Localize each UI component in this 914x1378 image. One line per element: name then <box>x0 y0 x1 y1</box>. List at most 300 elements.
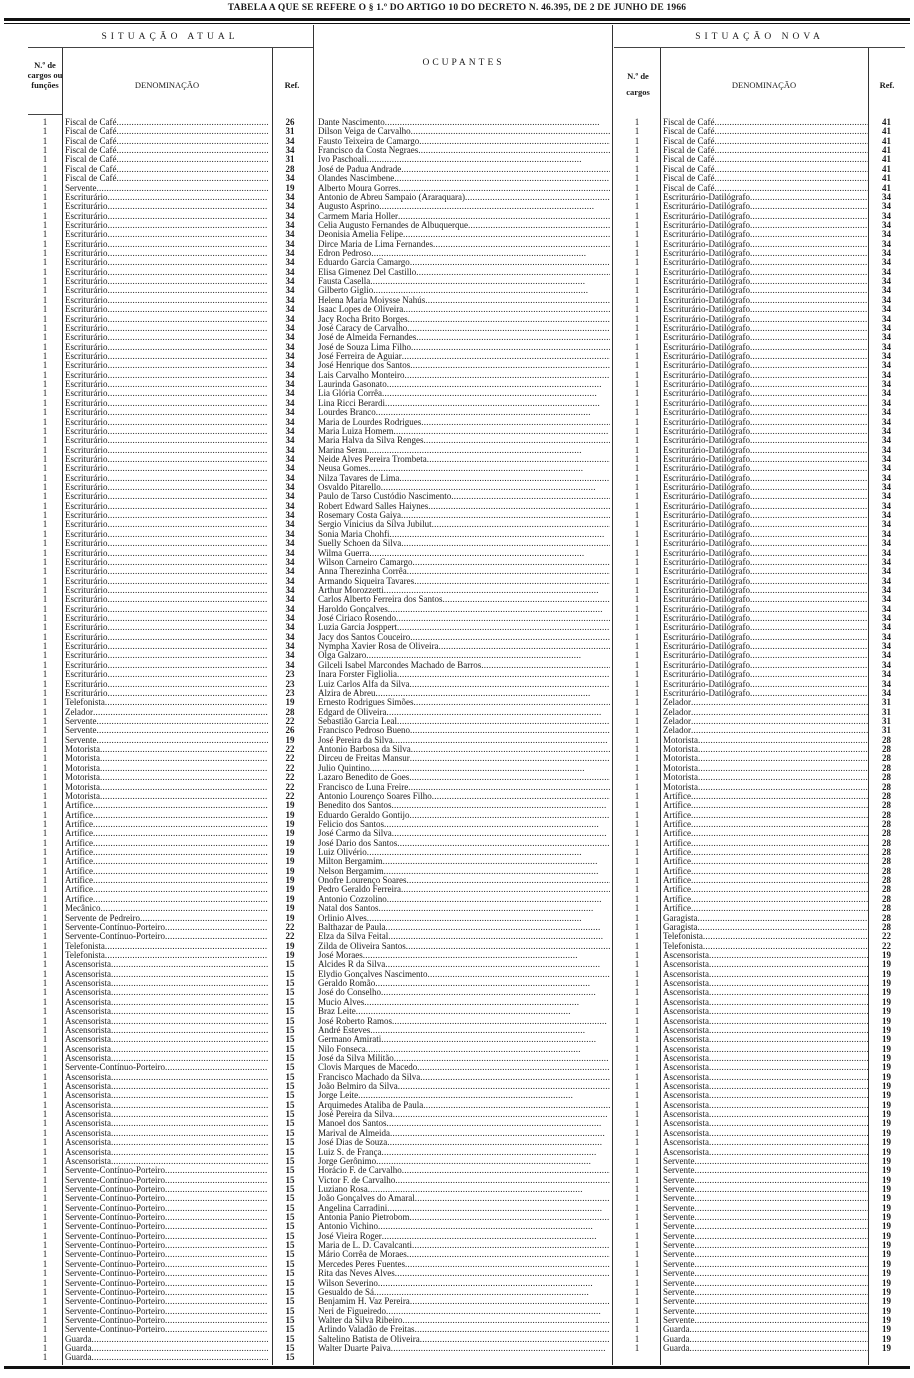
ref-value: 34 <box>882 229 891 240</box>
dot-leader <box>709 960 868 969</box>
denominacao-cell <box>660 754 868 763</box>
denominacao-cell <box>660 127 868 136</box>
table-row <box>614 651 905 660</box>
occupant-name: Marival de Almeida <box>318 1128 390 1138</box>
dot-leader <box>165 1307 268 1316</box>
cargo-count: 1 <box>634 566 640 577</box>
dot-leader <box>367 848 610 857</box>
occupant-row <box>318 408 610 417</box>
cargo-count: 1 <box>634 987 640 998</box>
cargo-count: 1 <box>634 575 640 586</box>
cargo-count: 1 <box>42 1296 48 1307</box>
dot-leader <box>107 661 268 670</box>
ref-value: 15 <box>285 1249 295 1260</box>
ref-value: 19 <box>882 1343 891 1354</box>
dot-leader <box>111 1110 268 1119</box>
table-row <box>28 1316 312 1325</box>
ref-value: 34 <box>285 238 295 249</box>
dot-leader <box>691 698 868 707</box>
denominacao-cell <box>660 614 868 623</box>
cargo-count: 1 <box>634 584 640 595</box>
ref-value: 34 <box>882 500 891 511</box>
dot-leader <box>388 932 610 941</box>
ref-value: 34 <box>882 510 891 521</box>
table-row <box>614 801 905 810</box>
cargo-count: 1 <box>42 425 48 436</box>
cargo-count: 1 <box>42 1286 48 1297</box>
table-row <box>614 1316 905 1325</box>
ref-value: 34 <box>285 285 295 296</box>
dot-leader <box>366 651 610 660</box>
ref-value: 15 <box>285 1043 295 1054</box>
cargo-count: 1 <box>42 828 48 839</box>
dot-leader <box>371 249 610 258</box>
cargo-count: 1 <box>42 1240 48 1251</box>
denominacao: Escriturário <box>65 614 108 624</box>
dot-leader <box>165 1232 268 1241</box>
table-row <box>28 670 312 679</box>
dot-leader <box>165 1260 268 1269</box>
cargo-count: 1 <box>634 1024 640 1035</box>
ref-value: 15 <box>285 1174 295 1185</box>
ref-value: 34 <box>882 622 891 633</box>
dot-leader <box>416 268 610 277</box>
occupant-name: Ernesto Rodrigues Simões <box>318 698 414 708</box>
denominacao-cell <box>62 1129 268 1138</box>
cargo-count: 1 <box>42 388 48 399</box>
table-row <box>614 464 905 473</box>
dot-leader <box>427 455 610 464</box>
cargo-count: 1 <box>634 996 640 1007</box>
table-row <box>28 184 312 193</box>
denominacao-cell <box>660 867 868 876</box>
dot-leader <box>709 1082 868 1091</box>
cargo-count: 1 <box>634 762 640 773</box>
occupant-name: Maria de Lourdes Rodrigues <box>318 417 422 427</box>
occupant-name: Francisco Machado da Silva <box>318 1072 421 1082</box>
table-row <box>28 286 312 295</box>
occupant-row <box>318 502 610 511</box>
dot-leader <box>107 502 268 511</box>
occupant-name: Saltelino Batista de Oliveira <box>318 1334 420 1344</box>
denominacao: Fiscal de Café <box>65 174 117 184</box>
denominacao: Artífice <box>663 876 691 886</box>
cargo-count: 1 <box>634 416 640 427</box>
denominacao-cell <box>660 951 868 960</box>
occupant-name: Geraldo Romão <box>318 979 376 989</box>
document-title: TABELA A QUE SE REFERE O § 1.º DO ARTIGO 10 DO DECRETO N. 46.395, DE 2 DE JUNHO DE 1966 <box>227 3 687 13</box>
ref-value: 28 <box>882 800 891 811</box>
dot-leader <box>107 202 268 211</box>
denominacao-cell <box>660 1054 868 1063</box>
denominacao-cell <box>62 1026 268 1035</box>
dot-leader <box>691 820 868 829</box>
occupant-row <box>318 184 610 193</box>
dot-leader <box>381 1035 610 1044</box>
occupant-name: Alberto Moura Gorres <box>318 183 399 193</box>
denominacao: Artífice <box>65 885 93 895</box>
denominacao-cell <box>62 1353 268 1362</box>
denominacao: Fiscal de Café <box>65 155 117 165</box>
cargo-count: 1 <box>634 350 640 361</box>
dot-leader <box>750 230 868 239</box>
ref-value: 15 <box>285 1034 295 1045</box>
dot-leader <box>750 305 868 314</box>
denominacao: Escriturário-Datilógrafo <box>663 576 750 586</box>
denominacao-cell <box>62 1148 268 1157</box>
table-row <box>614 296 905 305</box>
ref-value: 41 <box>882 163 891 174</box>
denominacao: Motorista <box>663 745 698 755</box>
occupant-row <box>318 165 610 174</box>
ref-value: 34 <box>285 313 295 324</box>
occupant-name: Elza da Silva Feital <box>318 932 389 942</box>
ref-value: 19 <box>285 893 295 904</box>
denominacao: Escriturário-Datilógrafo <box>663 361 750 371</box>
cargo-count: 1 <box>634 1034 640 1045</box>
dot-leader <box>432 520 610 529</box>
ref-value: 19 <box>882 1296 891 1307</box>
denominacao: Servente-Contínuo-Porteiro <box>65 1297 165 1307</box>
ref-value: 19 <box>882 1305 891 1316</box>
ref-value: 15 <box>285 1071 295 1082</box>
occupant-name: Jorge Gerônimo <box>318 1156 377 1166</box>
cargo-count: 1 <box>634 1230 640 1241</box>
ref-value: 19 <box>882 1324 891 1335</box>
denominacao-cell <box>660 792 868 801</box>
dot-leader <box>111 1073 268 1082</box>
denominacao: Ascensorista <box>663 1119 709 1129</box>
denominacao: Escriturário-Datilógrafo <box>663 417 750 427</box>
dot-leader <box>107 352 268 361</box>
denominacao: Ascensorista <box>65 960 111 970</box>
ref-value: 28 <box>882 884 891 895</box>
table-row <box>28 427 312 436</box>
occupant-row <box>318 885 610 894</box>
ref-value: 34 <box>882 341 891 352</box>
dot-leader <box>750 193 868 202</box>
dot-leader <box>750 642 868 651</box>
occupant-row <box>318 829 610 838</box>
denominacao-cell <box>62 1260 268 1269</box>
denominacao-cell <box>62 258 268 267</box>
cargo-count: 1 <box>634 912 640 923</box>
ref-value: 34 <box>285 556 295 567</box>
ref-value: 19 <box>285 856 295 867</box>
table-row <box>28 1138 312 1147</box>
dot-leader <box>111 1101 268 1110</box>
cargo-count: 1 <box>42 276 48 287</box>
denominacao: Zelador <box>663 717 691 726</box>
denominacao: Ascensorista <box>663 1082 709 1092</box>
cargo-count: 1 <box>42 1230 48 1241</box>
denominacao-cell <box>660 839 868 848</box>
denominacao: Escriturário <box>65 604 108 614</box>
table-row <box>28 820 312 829</box>
table-row <box>614 184 905 193</box>
denominacao-cell <box>62 286 268 295</box>
table-row <box>28 155 312 164</box>
dot-leader <box>370 277 610 286</box>
denominacao: Escriturário-Datilógrafo <box>663 623 750 633</box>
ref-value: 34 <box>882 201 891 212</box>
cargo-count: 1 <box>634 1062 640 1073</box>
ref-value: 15 <box>285 1240 295 1251</box>
cargo-count: 1 <box>42 1165 48 1176</box>
denominacao: Escriturário-Datilógrafo <box>663 436 750 446</box>
dot-leader <box>107 315 268 324</box>
table-row <box>614 315 905 324</box>
ref-value: 19 <box>285 697 295 708</box>
ref-value: 15 <box>285 1268 295 1279</box>
occupant-row <box>318 595 610 604</box>
dot-leader <box>709 1035 868 1044</box>
occupant-name: Eduardo Geraldo Gontijo <box>318 810 410 820</box>
dot-leader <box>107 408 268 417</box>
cargo-count: 1 <box>42 631 48 642</box>
dot-leader <box>709 1045 868 1054</box>
denominacao: Motorista <box>65 754 100 764</box>
table-row <box>614 1222 905 1231</box>
cargo-count: 1 <box>42 659 48 670</box>
dot-leader <box>140 914 268 923</box>
dot-leader <box>111 988 268 997</box>
denominacao: Fiscal de Café <box>663 164 715 174</box>
ref-value: 19 <box>882 1230 891 1241</box>
table-row <box>28 212 312 221</box>
cargo-count: 1 <box>42 968 48 979</box>
denominacao-cell <box>62 511 268 520</box>
dot-leader <box>107 492 268 501</box>
occupant-row <box>318 249 610 258</box>
table-row <box>614 914 905 923</box>
ref-value: 34 <box>285 379 295 390</box>
table-row <box>28 801 312 810</box>
ref-value: 22 <box>285 921 295 932</box>
denominacao: Escriturário <box>65 333 108 343</box>
denominacao-cell <box>660 418 868 427</box>
cargo-count: 1 <box>42 800 48 811</box>
occupant-name: Dirceu de Freitas Mansur <box>318 754 410 764</box>
occupant-row <box>318 960 610 969</box>
denominacao-cell <box>62 764 268 773</box>
table-row <box>614 277 905 286</box>
ref-value: 34 <box>285 584 295 595</box>
denominacao: Servente-Contínuo-Porteiro <box>65 1063 165 1073</box>
dot-leader <box>387 1204 610 1213</box>
cargo-count: 1 <box>42 304 48 315</box>
ref-value: 34 <box>882 547 891 558</box>
cargo-count: 1 <box>42 294 48 305</box>
dot-leader <box>107 258 268 267</box>
ref-value: 19 <box>882 959 891 970</box>
table-row <box>28 315 312 324</box>
ref-value: 34 <box>882 650 891 661</box>
cargo-count: 1 <box>634 1052 640 1063</box>
denominacao-cell <box>660 530 868 539</box>
ref-value: 34 <box>285 425 295 436</box>
denominacao-cell <box>660 371 868 380</box>
cargo-count: 1 <box>42 360 48 371</box>
ref-value: 34 <box>882 659 891 670</box>
denominacao: Ascensorista <box>65 1110 111 1120</box>
denominacao: Servente-Contínuo-Porteiro <box>65 1194 165 1204</box>
table-row <box>28 474 312 483</box>
ref-value: 15 <box>285 959 295 970</box>
cargo-count: 1 <box>634 407 640 418</box>
occupant-row <box>318 1129 610 1138</box>
dot-leader <box>750 661 868 670</box>
dot-leader <box>695 1176 869 1185</box>
denominacao: Telefonista <box>65 941 105 951</box>
denominacao-cell <box>660 998 868 1007</box>
ref-value: 19 <box>882 1137 891 1148</box>
occupant-name: Orlinio Alves <box>318 913 367 923</box>
cargo-count: 1 <box>634 1202 640 1213</box>
denominacao: Servente-Contínuo-Porteiro <box>65 1306 165 1316</box>
table-row <box>28 165 312 174</box>
ref-value: 19 <box>285 818 295 829</box>
denominacao: Escriturário-Datilógrafo <box>663 305 750 315</box>
table-row <box>28 1054 312 1063</box>
occupant-row <box>318 1185 610 1194</box>
occupant-row <box>318 848 610 857</box>
occupant-name: Julio Quintino <box>318 763 370 773</box>
table-row <box>28 1222 312 1231</box>
denominacao: Ascensorista <box>663 1128 709 1138</box>
dot-leader <box>750 483 868 492</box>
table-row <box>28 633 312 642</box>
dot-leader <box>111 1054 268 1063</box>
denominacao-cell <box>660 1176 868 1185</box>
denominacao: Servente-Contínuo-Porteiro <box>65 1259 165 1269</box>
dot-leader <box>392 801 611 810</box>
denominacao-cell <box>62 754 268 763</box>
cargo-count: 1 <box>634 444 640 455</box>
cargo-count: 1 <box>42 875 48 886</box>
table-row <box>614 1213 905 1222</box>
ref-value: 34 <box>285 491 295 502</box>
occupant-name: Maria Luiza Homem <box>318 426 394 436</box>
denominacao-cell <box>660 174 868 183</box>
dot-leader <box>399 474 610 483</box>
denominacao-cell <box>62 1063 268 1072</box>
denominacao: Servente-Contínuo-Porteiro <box>65 1241 165 1251</box>
denominacao: Servente-Contínuo-Porteiro <box>65 1175 165 1185</box>
ref-value: 41 <box>882 126 891 137</box>
denominacao: Escriturário-Datilógrafo <box>663 529 750 539</box>
table-row <box>28 829 312 838</box>
dot-leader <box>93 829 268 838</box>
dot-leader <box>384 820 610 829</box>
denominacao-cell <box>660 389 868 398</box>
ref-value: 19 <box>882 978 891 989</box>
dot-leader <box>714 165 868 174</box>
cargo-count: 1 <box>634 304 640 315</box>
occupant-name: Haroldo Gonçalves <box>318 604 388 614</box>
denominacao: Escriturário-Datilógrafo <box>663 614 750 624</box>
table-row <box>28 511 312 520</box>
table-row <box>28 193 312 202</box>
occupant-row <box>318 1288 610 1297</box>
cargo-count: 1 <box>42 482 48 493</box>
occupant-name: Felicio dos Santos <box>318 819 385 829</box>
table-row <box>28 1213 312 1222</box>
occupant-name: Wilson Severino <box>318 1278 378 1288</box>
dot-leader <box>750 212 868 221</box>
denominacao-cell <box>660 670 868 679</box>
dot-leader <box>107 614 268 623</box>
denominacao-cell <box>62 343 268 352</box>
dot-leader <box>92 1335 269 1344</box>
denominacao-cell <box>62 605 268 614</box>
occupant-name: Benedito dos Santos <box>318 801 392 811</box>
cargo-count: 1 <box>634 528 640 539</box>
cargo-count: 1 <box>42 322 48 333</box>
dot-leader <box>691 801 868 810</box>
table-row <box>614 736 905 745</box>
cargo-count: 1 <box>634 388 640 399</box>
denominacao: Motorista <box>65 791 100 801</box>
table-row <box>28 567 312 576</box>
cargo-count: 1 <box>634 669 640 680</box>
cargo-count: 1 <box>42 538 48 549</box>
ref-value: 34 <box>882 407 891 418</box>
dot-leader <box>384 586 610 595</box>
cargo-count: 1 <box>634 809 640 820</box>
occupant-name: Luzia Garcia Josppert <box>318 623 397 633</box>
dot-leader <box>385 118 610 127</box>
denominacao: Servente <box>663 1184 695 1194</box>
dot-leader <box>165 1222 268 1231</box>
dot-leader <box>393 427 610 436</box>
occupant-row <box>318 174 610 183</box>
dot-leader <box>111 1045 268 1054</box>
table-row <box>614 155 905 164</box>
dot-leader <box>402 1166 610 1175</box>
denominacao: Escriturário <box>65 258 108 268</box>
denominacao-cell <box>62 230 268 239</box>
ref-value: 15 <box>285 1155 295 1166</box>
cargo-count: 1 <box>634 341 640 352</box>
occupant-row <box>318 914 610 923</box>
denominacao-cell <box>660 1250 868 1259</box>
ref-value: 34 <box>882 238 891 249</box>
dot-leader <box>111 1017 268 1026</box>
dot-leader <box>165 923 268 932</box>
dot-leader <box>401 539 610 548</box>
dot-leader <box>378 1222 610 1231</box>
denominacao-cell <box>660 286 868 295</box>
denominacao-cell <box>660 1166 868 1175</box>
cargo-count: 1 <box>42 285 48 296</box>
occupant-name: Arquimedes Ataliba de Paula <box>318 1100 424 1110</box>
cargo-count: 1 <box>42 1137 48 1148</box>
table-row <box>28 361 312 370</box>
dot-leader <box>165 1194 268 1203</box>
denominacao-cell <box>660 970 868 979</box>
cargo-count: 1 <box>42 594 48 605</box>
ref-value: 34 <box>882 687 891 698</box>
denominacao-cell <box>660 595 868 604</box>
denominacao-cell <box>660 764 868 773</box>
denominacao: Escriturário-Datilógrafo <box>663 688 750 698</box>
cargo-count: 1 <box>634 229 640 240</box>
dot-leader <box>107 389 268 398</box>
occupant-row <box>318 1241 610 1250</box>
ref-value: 19 <box>882 1249 891 1260</box>
table-row <box>28 614 312 623</box>
